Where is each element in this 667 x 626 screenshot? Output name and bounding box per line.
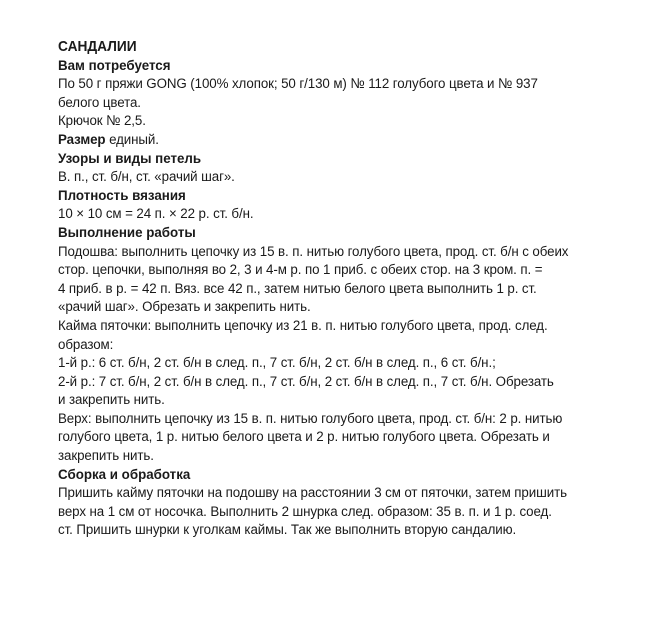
instructions-line: Кайма пяточки: выполнить цепочку из 21 в. п. нитью голубого цвета, прод. след. <box>58 317 548 334</box>
instructions-line: 1-й р.: 6 ст. б/н, 2 ст. б/н в след. п., 7 ст. б/н, 2 ст. б/н в след. п., 6 ст. б/н.; <box>58 355 496 372</box>
materials-line: Крючок № 2,5. <box>58 113 146 130</box>
materials-line: По 50 г пряжи GONG (100% хлопок; 50 г/130 м) № 112 голубого цвета и № 937 <box>58 76 538 93</box>
size-line <box>58 131 584 150</box>
instructions-line: «рачий шаг». Обрезать и закрепить нить. <box>58 299 311 316</box>
instructions-line: образом: <box>58 336 114 353</box>
instructions-line: 2-й р.: 7 ст. б/н, 2 ст. б/н в след. п., 7 ст. б/н, 2 ст. б/н в след. п., 7 ст. б/н. Обрезать <box>58 373 554 390</box>
patterns-line: В. п., ст. б/н, ст. «рачий шаг». <box>58 169 235 186</box>
document-title: САНДАЛИИ <box>58 39 137 55</box>
instructions-line: закрепить нить. <box>58 448 154 465</box>
instructions-line: стор. цепочки, выполняя во 2, 3 и 4-м р. по 1 приб. с обеих стор. на 3 кром. п. = <box>58 262 543 279</box>
document-page <box>58 38 618 540</box>
size-value: единый. <box>105 131 159 148</box>
materials-line: белого цвета. <box>58 94 141 111</box>
patterns-heading: Узоры и виды петель <box>58 150 202 167</box>
size-label: Размер <box>58 131 106 148</box>
instructions-line: Подошва: выполнить цепочку из 15 в. п. нитью голубого цвета, прод. ст. б/н с обеих <box>58 243 569 260</box>
instructions-line: и закрепить нить. <box>58 392 165 409</box>
gauge-line: 10 × 10 см = 24 п. × 22 р. ст. б/н. <box>58 206 254 223</box>
gauge-heading: Плотность вязания <box>58 187 186 204</box>
instructions-line: Верх: выполнить цепочку из 15 в. п. нитью голубого цвета, прод. ст. б/н: 2 р. нитью <box>58 410 563 427</box>
assembly-line: Пришить кайму пяточки на подошву на расстоянии 3 см от пяточки, затем пришить <box>58 485 567 502</box>
materials-heading: Вам потребуется <box>58 57 171 74</box>
instructions-line: 4 приб. в р. = 42 п. Вяз. все 42 п., затем нитью белого цвета выполнить 1 р. ст. <box>58 280 537 297</box>
assembly-line: верх на 1 см от носочка. Выполнить 2 шнурка след. образом: 35 в. п. и 1 р. соед. <box>58 503 552 520</box>
instructions-heading: Выполнение работы <box>58 224 196 241</box>
instructions-line: голубого цвета, 1 р. нитью белого цвета и 2 р. нитью голубого цвета. Обрезать и <box>58 429 550 446</box>
assembly-line: ст. Пришить шнурки к уголкам каймы. Так же выполнить вторую сандалию. <box>58 522 517 539</box>
assembly-heading: Сборка и обработка <box>58 466 191 483</box>
